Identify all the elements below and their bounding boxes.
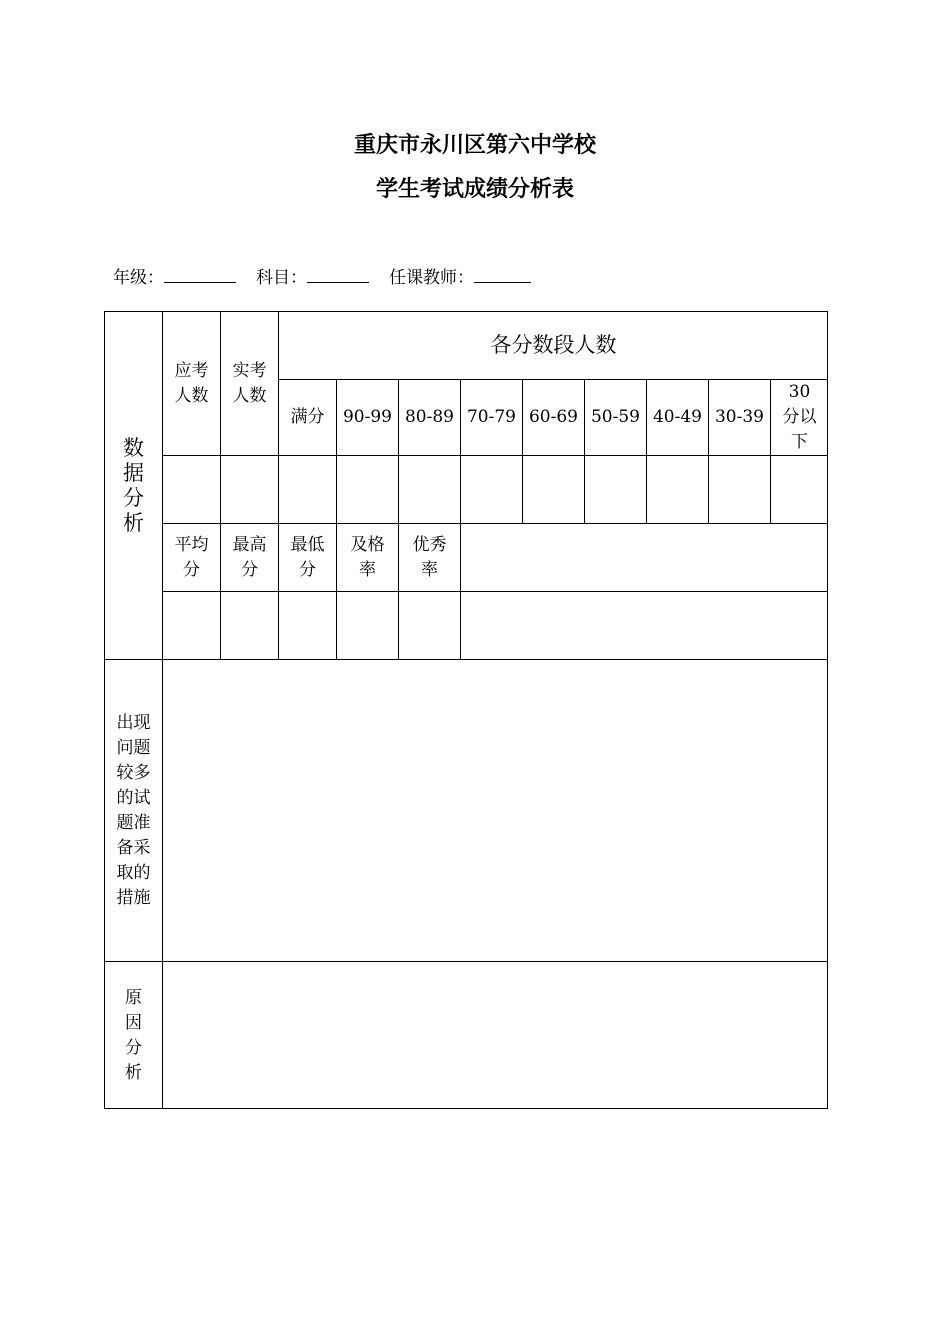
range-cell[interactable] xyxy=(336,455,398,523)
score-range-header: 各分数段人数 xyxy=(278,311,828,379)
range-60-69: 60-69 xyxy=(522,379,584,455)
range-cell[interactable] xyxy=(522,455,584,523)
range-cell[interactable] xyxy=(770,455,828,523)
teacher-label: 任课教师： xyxy=(389,268,474,288)
reason-label: 原因分析 xyxy=(104,961,162,1109)
range-70-79: 70-79 xyxy=(460,379,522,455)
range-40-49: 40-49 xyxy=(646,379,708,455)
stat-cell[interactable] xyxy=(162,591,220,659)
data-analysis-label: 数据分析 xyxy=(104,311,162,659)
stat-pass-rate-header: 及格率 xyxy=(336,523,398,591)
range-cell[interactable] xyxy=(708,455,770,523)
stat-cell[interactable] xyxy=(398,591,460,659)
reason-area[interactable] xyxy=(162,961,828,1109)
form-title: 学生考试成绩分析表 xyxy=(375,177,574,202)
actual-count-header: 实考人数 xyxy=(220,311,278,455)
expected-count-cell[interactable] xyxy=(162,455,220,523)
expected-count-header: 应考人数 xyxy=(162,311,220,455)
grade-label: 年级： xyxy=(113,268,164,288)
range-cell[interactable] xyxy=(646,455,708,523)
range-80-89: 80-89 xyxy=(398,379,460,455)
range-cell[interactable] xyxy=(460,455,522,523)
form-meta-line xyxy=(113,263,531,288)
school-title: 重庆市永川区第六中学校 xyxy=(353,133,596,158)
range-cell[interactable] xyxy=(398,455,460,523)
range-30-39: 30-39 xyxy=(708,379,770,455)
stat-cell[interactable] xyxy=(278,591,336,659)
stat-cell[interactable] xyxy=(336,591,398,659)
range-cell[interactable] xyxy=(584,455,646,523)
actual-count-cell[interactable] xyxy=(220,455,278,523)
stat-lowest-header: 最低分 xyxy=(278,523,336,591)
stat-average-header: 平均分 xyxy=(162,523,220,591)
teacher-field[interactable] xyxy=(474,264,531,283)
blank-cell xyxy=(460,523,828,591)
subject-field[interactable] xyxy=(307,264,369,283)
problems-area[interactable] xyxy=(162,659,828,961)
stat-highest-header: 最高分 xyxy=(220,523,278,591)
stat-cell[interactable] xyxy=(220,591,278,659)
range-cell[interactable] xyxy=(278,455,336,523)
range-50-59: 50-59 xyxy=(584,379,646,455)
range-90-99: 90-99 xyxy=(336,379,398,455)
blank-cell xyxy=(460,591,828,659)
problems-label: 出现问题较多的试题准备采取的措施 xyxy=(104,659,162,961)
stat-excellent-rate-header: 优秀率 xyxy=(398,523,460,591)
range-full: 满分 xyxy=(278,379,336,455)
grade-field[interactable] xyxy=(164,264,236,283)
range-below-30: 30分以下 xyxy=(770,379,828,455)
subject-label: 科目： xyxy=(256,268,307,288)
